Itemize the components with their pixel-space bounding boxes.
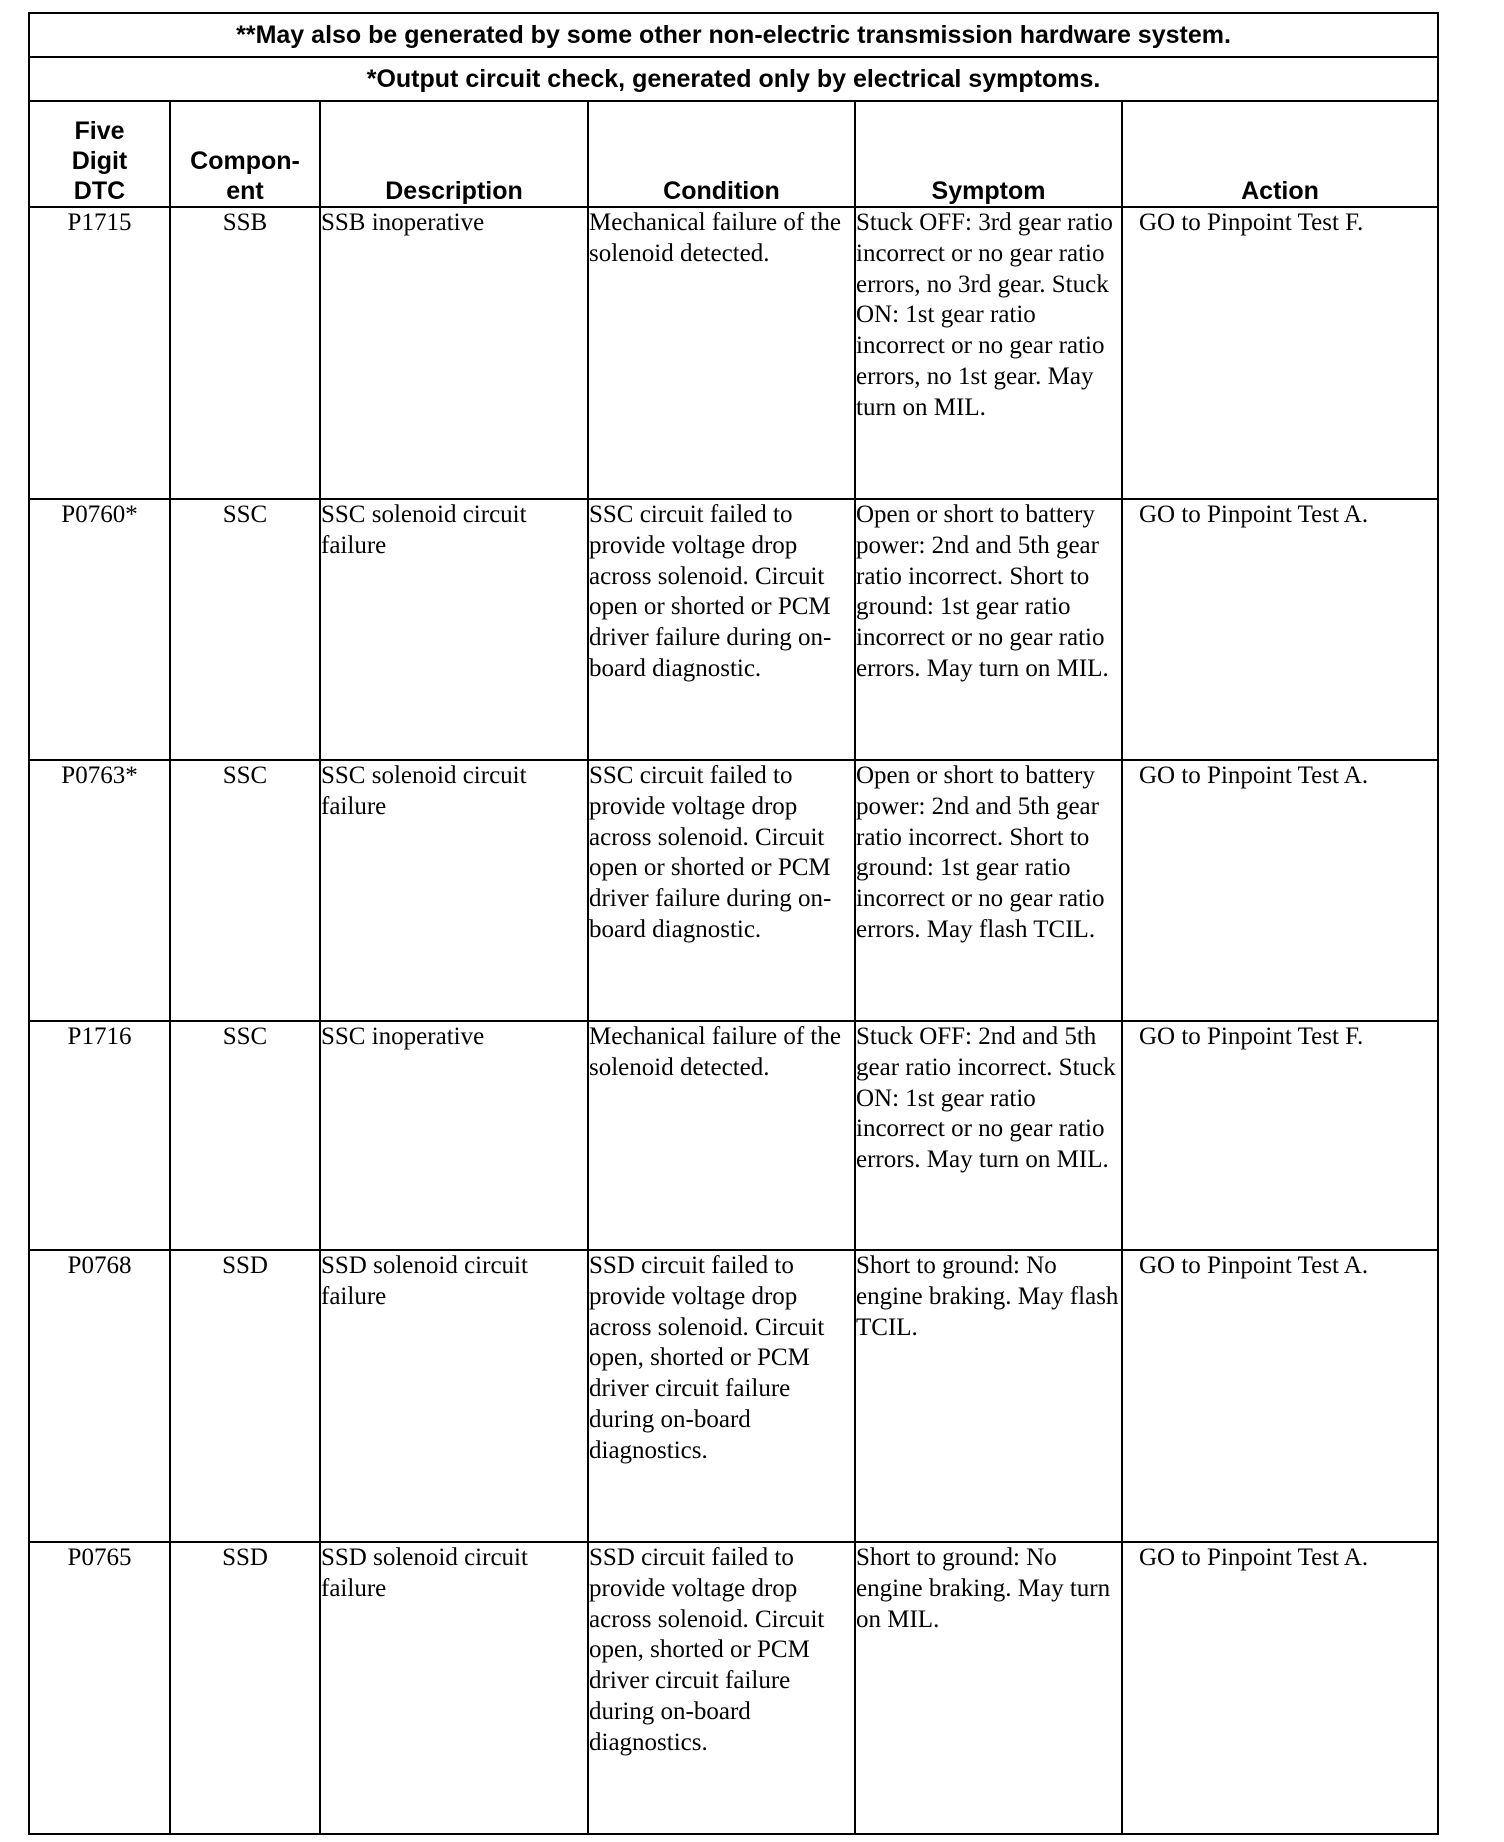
table-row <box>29 760 1438 1021</box>
cell-condition: SSD circuit failed to provide voltage drop across solenoid. Circuit open, shorted or PCM driver circuit failure during on-board diagnostics. <box>588 1250 855 1542</box>
cell-component: SSD <box>170 1542 320 1834</box>
cell-component: SSC <box>170 1021 320 1250</box>
cell-component: SSC <box>170 499 320 760</box>
table-row <box>29 1250 1438 1542</box>
header-action: Action <box>1122 101 1438 207</box>
cell-condition: SSC circuit failed to provide voltage drop across solenoid. Circuit open or shorted or PCM driver failure during on-board diagnostic. <box>588 760 855 1021</box>
cell-action: GO to Pinpoint Test A. <box>1122 760 1438 1021</box>
cell-action: GO to Pinpoint Test F. <box>1122 207 1438 499</box>
header-dtc-line3: DTC <box>73 177 126 205</box>
cell-dtc: P0765 <box>29 1542 170 1834</box>
cell-symptom: Short to ground: No engine braking. May flash TCIL. <box>855 1250 1122 1542</box>
dtc-table <box>28 12 1439 1835</box>
cell-action: GO to Pinpoint Test A. <box>1122 499 1438 760</box>
cell-dtc: P0768 <box>29 1250 170 1542</box>
cell-symptom: Stuck OFF: 2nd and 5th gear ratio incorrect. Stuck ON: 1st gear ratio incorrect or no gear ratio errors. May turn on MIL. <box>855 1021 1122 1250</box>
cell-component: SSD <box>170 1250 320 1542</box>
cell-condition: Mechanical failure of the solenoid detected. <box>588 1021 855 1250</box>
cell-dtc: P0763* <box>29 760 170 1021</box>
header-component-line2: ent <box>226 177 264 205</box>
table-row <box>29 207 1438 499</box>
cell-symptom: Open or short to battery power: 2nd and 5th gear ratio incorrect. Short to ground: 1st gear ratio incorrect or no gear ratio errors. May flash TCIL. <box>855 760 1122 1021</box>
cell-dtc: P1716 <box>29 1021 170 1250</box>
header-component-line1: Compon- <box>190 147 300 175</box>
cell-condition: SSC circuit failed to provide voltage drop across solenoid. Circuit open or shorted or PCM driver failure during on-board diagnostic. <box>588 499 855 760</box>
note-row-output-circuit <box>29 57 1438 101</box>
header-row <box>29 101 1438 207</box>
header-dtc-line1: Five <box>74 117 125 145</box>
cell-description: SSD solenoid circuit failure <box>320 1542 588 1834</box>
cell-description: SSC inoperative <box>320 1021 588 1250</box>
cell-description: SSC solenoid circuit failure <box>320 499 588 760</box>
cell-component: SSB <box>170 207 320 499</box>
cell-symptom: Open or short to battery power: 2nd and 5th gear ratio incorrect. Short to ground: 1st gear ratio incorrect or no gear ratio errors. May turn on MIL. <box>855 499 1122 760</box>
table-row <box>29 1542 1438 1834</box>
header-description: Description <box>320 101 588 207</box>
cell-component: SSC <box>170 760 320 1021</box>
cell-dtc: P1715 <box>29 207 170 499</box>
table-row <box>29 499 1438 760</box>
cell-description: SSC solenoid circuit failure <box>320 760 588 1021</box>
cell-action: GO to Pinpoint Test A. <box>1122 1542 1438 1834</box>
note-hardware: **May also be generated by some other non-electric transmission hardware system. <box>29 13 1438 57</box>
cell-symptom: Short to ground: No engine braking. May turn on MIL. <box>855 1542 1122 1834</box>
cell-condition: Mechanical failure of the solenoid detected. <box>588 207 855 499</box>
table-row <box>29 1021 1438 1250</box>
cell-condition: SSD circuit failed to provide voltage drop across solenoid. Circuit open, shorted or PCM driver circuit failure during on-board diagnostics. <box>588 1542 855 1834</box>
cell-symptom: Stuck OFF: 3rd gear ratio incorrect or no gear ratio errors, no 3rd gear. Stuck ON: 1st gear ratio incorrect or no gear ratio errors, no 1st gear. May turn on MIL. <box>855 207 1122 499</box>
note-row-hardware <box>29 13 1438 57</box>
header-dtc-line2: Digit <box>71 147 128 175</box>
cell-dtc: P0760* <box>29 499 170 760</box>
cell-action: GO to Pinpoint Test A. <box>1122 1250 1438 1542</box>
cell-action: GO to Pinpoint Test F. <box>1122 1021 1438 1250</box>
cell-description: SSD solenoid circuit failure <box>320 1250 588 1542</box>
cell-description: SSB inoperative <box>320 207 588 499</box>
header-dtc <box>29 101 170 207</box>
note-output-circuit: *Output circuit check, generated only by electrical symptoms. <box>29 57 1438 101</box>
header-symptom: Symptom <box>855 101 1122 207</box>
header-condition: Condition <box>588 101 855 207</box>
header-component <box>170 101 320 207</box>
